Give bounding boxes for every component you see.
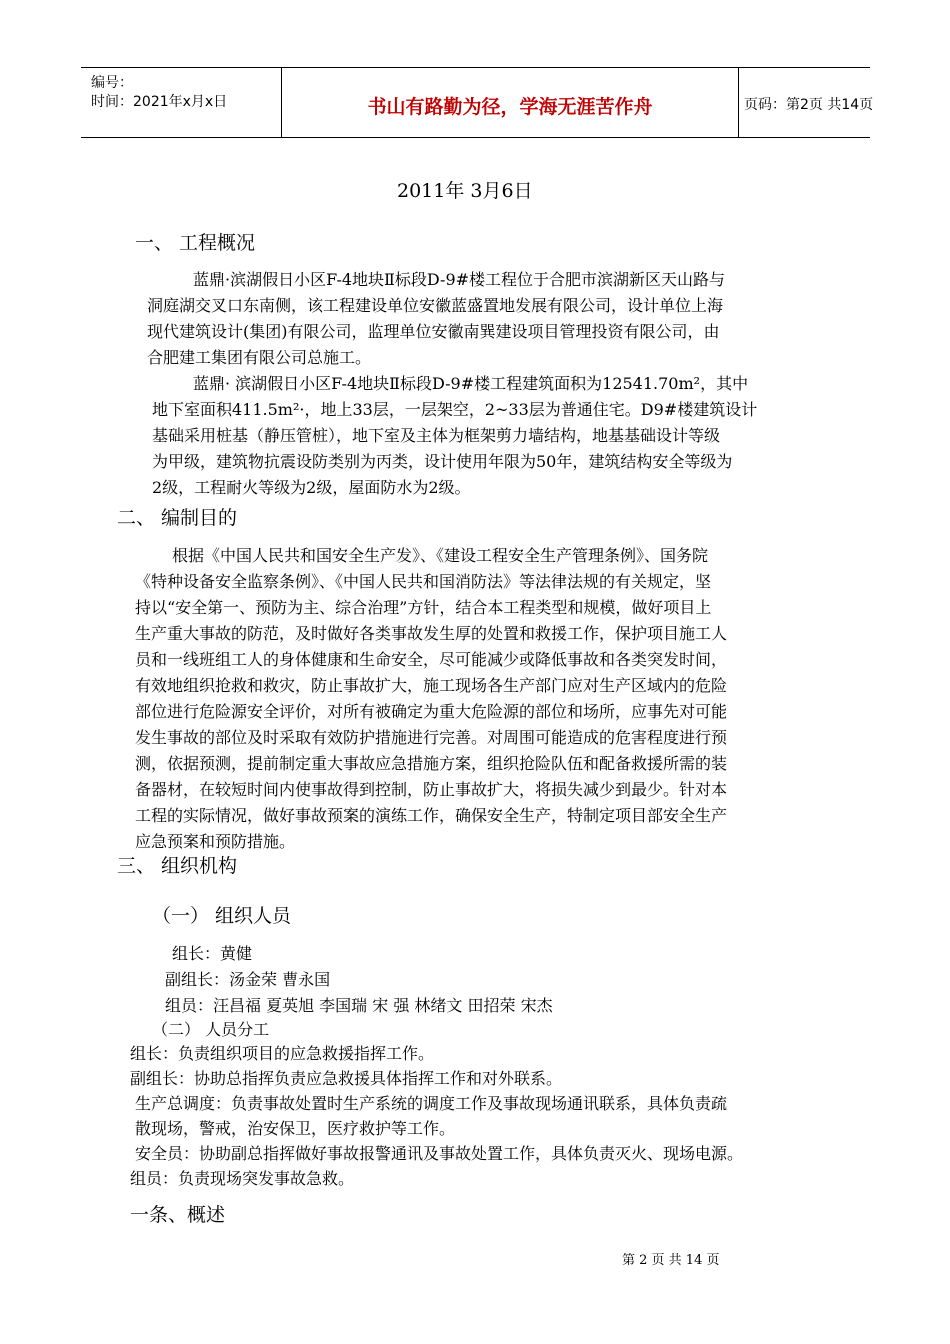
- paragraph-line: 根据《中国人民共和国安全生产发》、《建设工程安全生产管理条例》、国务院: [172, 546, 709, 565]
- page-header: [81, 67, 874, 138]
- members-line: 组员：汪昌福 夏英旭 李国瑞 宋 强 林绪文 田招荣 宋杰: [165, 996, 553, 1015]
- leader-line: 组长：黄健: [172, 944, 253, 963]
- paragraph-line: 员和一线班组工人的身体健康和生命安全，尽可能减少或降低事故和各类突发时间，: [135, 650, 728, 669]
- duty-line: 副组长：协助总指挥负责应急救援具体指挥工作和对外联系。: [130, 1069, 563, 1088]
- paragraph-line: 测，依据预测，提前制定重大事故应急措施方案，组织抢险队伍和配备救援所需的装: [135, 754, 728, 773]
- paragraph-line: 发生事故的部位及时采取有效防护措施进行完善。对周围可能造成的危害程度进行预: [135, 728, 728, 747]
- paragraph-line: 基础采用桩基（静压管桩），地下室及主体为框架剪力墙结构，地基基础设计等级: [152, 426, 721, 445]
- header-motto-cell: [281, 68, 739, 137]
- next-section-title: 一条、概述: [130, 1204, 226, 1226]
- motto-text: 书山有路勤为径，学海无涯苦作舟: [367, 96, 653, 118]
- page-label: 页码：第2页 共14页: [744, 97, 874, 113]
- paragraph-line: 持以“安全第一、预防为主、综合治理”方针，结合本工程类型和规模，做好项目上: [135, 598, 712, 617]
- section-title-overview: 一、 工程概况: [135, 232, 256, 254]
- subsection-title-personnel: （一） 组织人员: [152, 905, 292, 927]
- paragraph-line: 2级，工程耐火等级为2级，屋面防水为2级。: [152, 478, 471, 497]
- paragraph-line: 有效地组织抢救和救灾，防止事故扩大，施工现场各生产部门应对生产区域内的危险: [135, 676, 728, 695]
- header-left-cell: [81, 68, 281, 137]
- paragraph-line: 应急预案和预防措施。: [135, 832, 296, 851]
- subsection-title-duties: （二） 人员分工: [152, 1020, 270, 1039]
- duty-line: 组长：负责组织项目的应急救援指挥工作。: [130, 1044, 435, 1063]
- paragraph-line: 《特种设备安全监察条例》、《中国人民共和国消防法》等法律法规的有关规定，坚: [135, 572, 712, 591]
- paragraph-line: 备器材，在较短时间内使事故得到控制，防止事故扩大，将损失减少到最少。针对本: [135, 780, 728, 799]
- serial-label: 编号：: [91, 75, 133, 91]
- page-footer: 第 2 页 共 14 页: [622, 1253, 720, 1268]
- paragraph-line: 地下室面积411.5m²·，地上33层，一层架空，2~33层为普通住宅。D9#楼建筑设计: [152, 400, 758, 419]
- paragraph-line: 蓝鼎·滨湖假日小区F-4地块Ⅱ标段D-9#楼工程位于合肥市滨湖新区天山路与: [193, 270, 726, 289]
- paragraph-line: 部位进行危险源安全评价，对所有被确定为重大危险源的部位和场所，应事先对可能: [135, 702, 728, 721]
- section-title-purpose: 二、 编制目的: [117, 507, 238, 529]
- paragraph-line: 现代建筑设计(集团)有限公司，监理单位安徽南巽建设项目管理投资有限公司，由: [147, 322, 720, 341]
- paragraph-line: 洞庭湖交叉口东南侧，该工程建设单位安徽蓝盛置地发展有限公司，设计单位上海: [147, 296, 724, 315]
- paragraph-line: 生产重大事故的防范，及时做好各类事故发生厚的处置和救援工作，保护项目施工人: [135, 624, 728, 643]
- paragraph-line: 工程的实际情况，做好事故预案的演练工作，确保安全生产，特制定项目部安全生产: [135, 806, 728, 825]
- duty-line: 生产总调度：负责事故处置时生产系统的调度工作及事故现场通讯联系，具体负责疏: [135, 1094, 728, 1113]
- paragraph-line: 为甲级，建筑物抗震设防类别为丙类，设计使用年限为50年，建筑结构安全等级为: [152, 452, 733, 471]
- section-title-organization: 三、 组织机构: [117, 855, 238, 877]
- header-right-cell: [738, 68, 874, 137]
- time-label: 时间：2021年x月x日: [91, 94, 228, 110]
- document-date: 2011年 3月6日: [397, 180, 533, 202]
- paragraph-line: 蓝鼎· 滨湖假日小区F-4地块Ⅱ标段D-9#楼工程建筑面积为12541.70m²，其中: [193, 374, 749, 393]
- duty-line: 组员：负责现场突发事故急救。: [130, 1169, 355, 1188]
- paragraph-line: 合肥建工集团有限公司总施工。: [147, 348, 372, 367]
- deputy-line: 副组长：汤金荣 曹永国: [165, 970, 331, 989]
- duty-line: 安全员：协助副总指挥做好事故报警通讯及事故处置工作，具体负责灭火、现场电源。: [135, 1144, 744, 1163]
- duty-line: 散现场，警戒，治安保卫，医疗救护等工作。: [135, 1119, 456, 1138]
